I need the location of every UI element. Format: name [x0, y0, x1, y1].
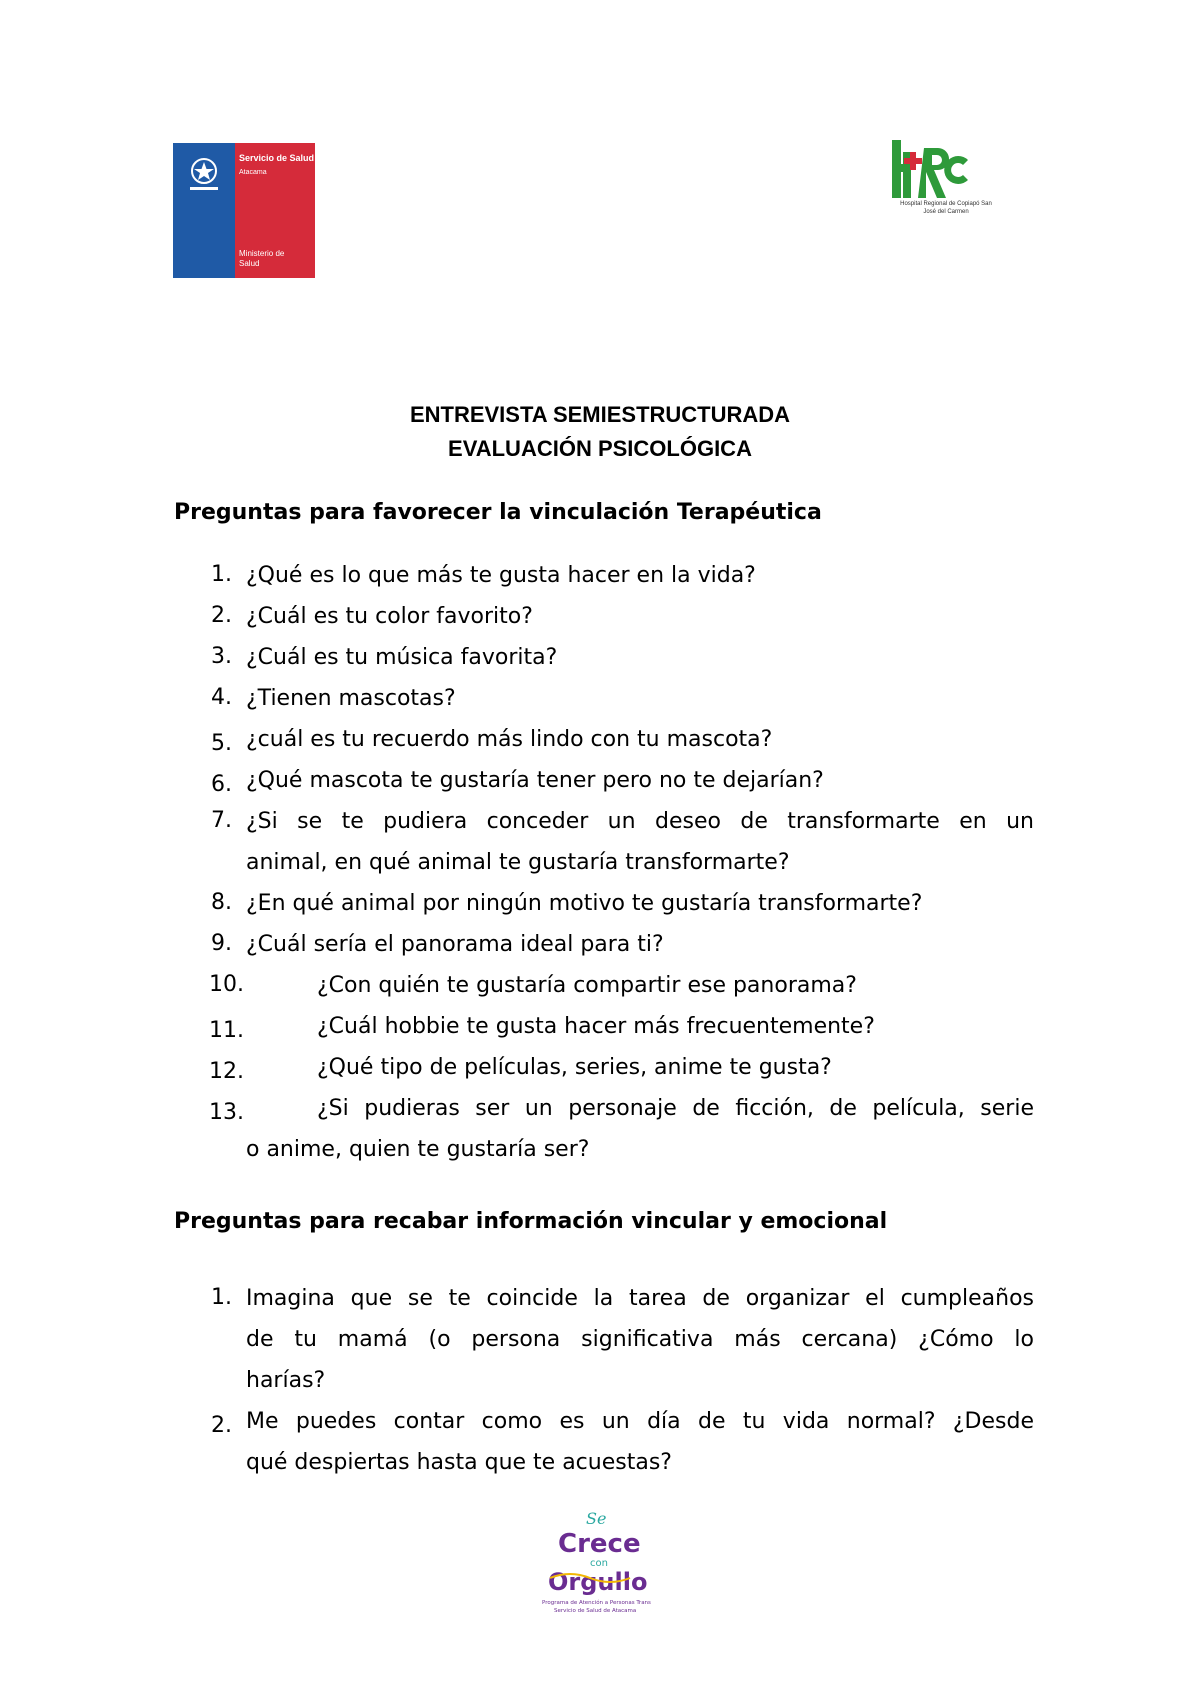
logo-orgullo: Orgullo [548, 1568, 648, 1596]
question-text: ¿Cuál es tu color favorito? [246, 604, 533, 629]
question-number: 10. [209, 972, 244, 997]
logo-se: Se [586, 1509, 607, 1528]
hrc-mark-icon [890, 138, 970, 200]
question-text: ¿Cuál es tu música favorita? [246, 645, 558, 670]
question-text-line-1: Me puedes contar como es un día de tu vida normal? ¿Desde [246, 1409, 1034, 1434]
question-number: 2. [211, 603, 232, 628]
chile-crest-icon [181, 151, 227, 197]
question-number: 12. [209, 1059, 244, 1084]
question-number: 11. [209, 1018, 244, 1043]
question-text: ¿Cuál sería el panorama ideal para ti? [246, 932, 664, 957]
logo-left-bottom-text [239, 249, 284, 269]
question-number: 2. [211, 1413, 232, 1438]
section1-heading: Preguntas para favorecer la vinculación Terapéutica [174, 500, 822, 525]
logo-line2: Atacama [239, 169, 267, 176]
logo-con: con [590, 1558, 608, 1569]
title-line-1: ENTREVISTA SEMIESTRUCTURADA [409, 402, 791, 427]
question-text: ¿Cuál hobbie te gusta hacer más frecuentemente? [317, 1014, 875, 1039]
question-text: ¿Qué es lo que más te gusta hacer en la vida? [246, 563, 756, 588]
logo-caption-2: Servicio de Salud de Atacama [554, 1608, 637, 1614]
question-number: 7. [211, 808, 232, 833]
question-number: 1. [211, 1285, 232, 1310]
question-text-line-3: harías? [246, 1368, 326, 1393]
hrc-caption: Hospital Regional de Copiapó San José del Carmen [900, 201, 992, 215]
question-text: ¿cuál es tu recuerdo más lindo con tu mascota? [246, 727, 773, 752]
question-number: 9. [211, 931, 232, 956]
question-text: ¿En qué animal por ningún motivo te gustaría transformarte? [246, 891, 923, 916]
question-text: ¿Tienen mascotas? [246, 686, 456, 711]
question-number: 3. [211, 644, 232, 669]
question-text-line-2: o anime, quien te gustaría ser? [246, 1137, 590, 1162]
logo-line3: Ministerio de [239, 249, 285, 258]
question-number: 5. [211, 731, 232, 756]
question-number: 6. [211, 772, 232, 797]
question-number: 8. [211, 890, 232, 915]
section2-heading: Preguntas para recabar información vincular y emocional [174, 1209, 888, 1234]
question-text-line-2: animal, en qué animal te gustaría transformarte? [246, 850, 790, 875]
ministerio-salud-logo [173, 143, 315, 278]
question-text: ¿Qué mascota te gustaría tener pero no te dejarían? [246, 768, 824, 793]
question-number: 4. [211, 685, 232, 710]
question-text-line-2: qué despiertas hasta que te acuestas? [246, 1450, 672, 1475]
question-text-line-1: ¿Si se te pudiera conceder un deseo de transformarte en un [246, 809, 1034, 834]
title-line-2: EVALUACIÓN PSICOLÓGICA [448, 436, 752, 461]
question-number: 13. [209, 1100, 244, 1125]
question-text: ¿Qué tipo de películas, series, anime te gusta? [317, 1055, 832, 1080]
question-number: 1. [211, 562, 232, 587]
logo-crece: Crece [558, 1529, 641, 1559]
logo-line4: Salud [239, 259, 260, 268]
logo-caption-1: Programa de Atención a Personas Trans [542, 1600, 651, 1606]
crece-con-orgullo-logo [540, 1508, 670, 1618]
hrc-logo [890, 138, 998, 226]
question-text-line-1: Imagina que se te coincide la tarea de organizar el cumpleaños [246, 1286, 1034, 1311]
question-text-line-2: de tu mamá (o persona significativa más cercana) ¿Cómo lo [246, 1327, 1034, 1352]
document-title [0, 398, 1200, 466]
question-text-line-1: ¿Si pudieras ser un personaje de ficción, de película, serie [317, 1096, 1034, 1121]
question-text: ¿Con quién te gustaría compartir ese panorama? [317, 973, 857, 998]
logo-line1: Servicio de Salud [239, 153, 315, 163]
logo-left-top-text [239, 153, 314, 178]
crece-con-orgullo-icon [540, 1508, 670, 1618]
